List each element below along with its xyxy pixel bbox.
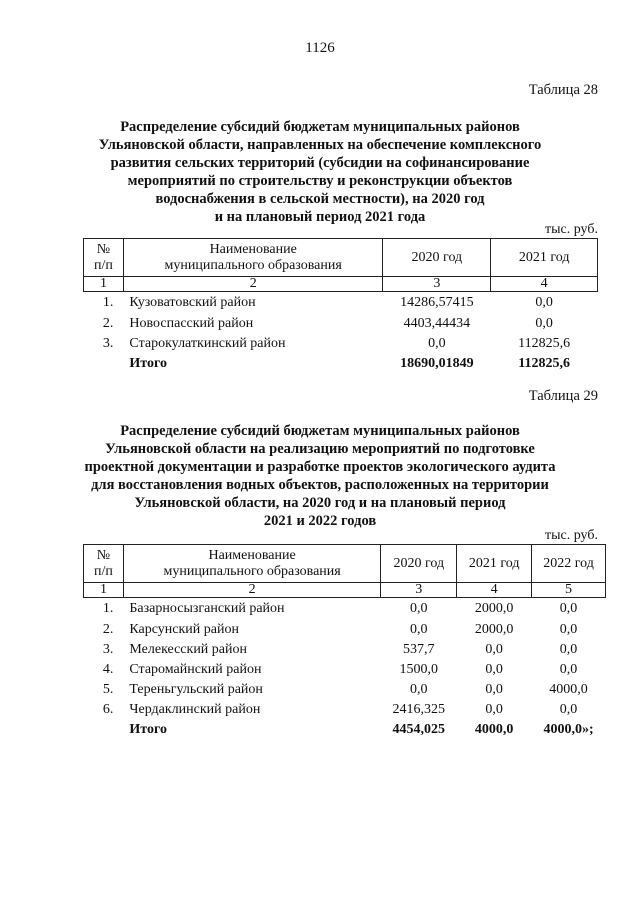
table-total-row: Итого 4454,025 4000,0 4000,0»;: [129, 721, 594, 737]
table-28-label: Таблица 28: [528, 82, 598, 98]
title-line: развития сельских территорий (субсидии на софинансирование: [110, 155, 530, 171]
column-number-row: 1 2 3 4 5: [84, 583, 606, 598]
table-row: 3. Мелекесский район 537,7 0,0 0,0: [102, 641, 578, 657]
table-29-label: Таблица 29: [528, 388, 598, 404]
page-number: 1126: [305, 40, 335, 56]
table-header-row: [84, 545, 606, 583]
header-name: Наименование муниципального образования: [123, 545, 380, 583]
table-row: 2. Карсунский район 0,0 2000,0 0,0: [102, 621, 578, 637]
title-line: для восстановления водных объектов, расположенных на территории: [91, 477, 549, 493]
header-num: № п/п: [84, 545, 124, 583]
header-2020: 2020 год: [381, 545, 457, 583]
title-line: Распределение субсидий бюджетам муниципальных районов: [120, 423, 520, 439]
title-line: проектной документации и разработке проектов экологического аудита: [84, 459, 556, 475]
title-line: 2021 и 2022 годов: [263, 513, 377, 529]
table-row: 6. Чердаклинский район 2416,325 0,0 0,0: [102, 701, 578, 717]
header-2020: 2020 год: [383, 239, 491, 277]
title-line: Распределение субсидий бюджетам муниципальных районов: [120, 119, 520, 135]
table-row: 2. Новоспасский район 4403,44434 0,0: [102, 315, 553, 331]
column-number-row: 1 2 3 4: [84, 277, 598, 292]
table-row: 1. Кузоватовский район 14286,57415 0,0: [102, 294, 553, 310]
header-2021: 2021 год: [491, 239, 598, 277]
table-29-units: тыс. руб.: [545, 528, 598, 543]
title-line: и на плановый период 2021 года: [214, 209, 426, 225]
title-line: Ульяновской области, направленных на обеспечение комплексного: [98, 137, 542, 153]
table-total-row: Итого 18690,01849 112825,6: [129, 355, 570, 371]
header-num: № п/п: [84, 239, 124, 277]
table-28-units: тыс. руб.: [545, 222, 598, 237]
table-29-title: [80, 422, 560, 530]
table-row: 3. Старокулаткинский район 0,0 112825,6: [102, 335, 571, 351]
table-row: 4. Старомайнский район 1500,0 0,0 0,0: [102, 661, 578, 677]
title-line: водоснабжения в сельской местности), на 2020 год: [155, 191, 485, 207]
table-row: 5. Тереньгульский район 0,0 0,0 4000,0: [102, 681, 588, 697]
header-name: Наименование муниципального образования: [123, 239, 383, 277]
table-row: 1. Базарносызганский район 0,0 2000,0 0,0: [102, 600, 578, 616]
table-28-title: [80, 118, 560, 226]
table-29: [83, 544, 606, 740]
header-2021: 2021 год: [457, 545, 532, 583]
title-line: Ульяновской области, на 2020 год и на плановый период: [134, 495, 506, 511]
table-28: [83, 238, 598, 374]
title-line: Ульяновской области на реализацию мероприятий по подготовке: [105, 441, 535, 457]
table-header-row: [84, 239, 598, 277]
header-2022: 2022 год: [532, 545, 606, 583]
title-line: мероприятий по строительству и реконструкции объектов: [127, 173, 513, 189]
